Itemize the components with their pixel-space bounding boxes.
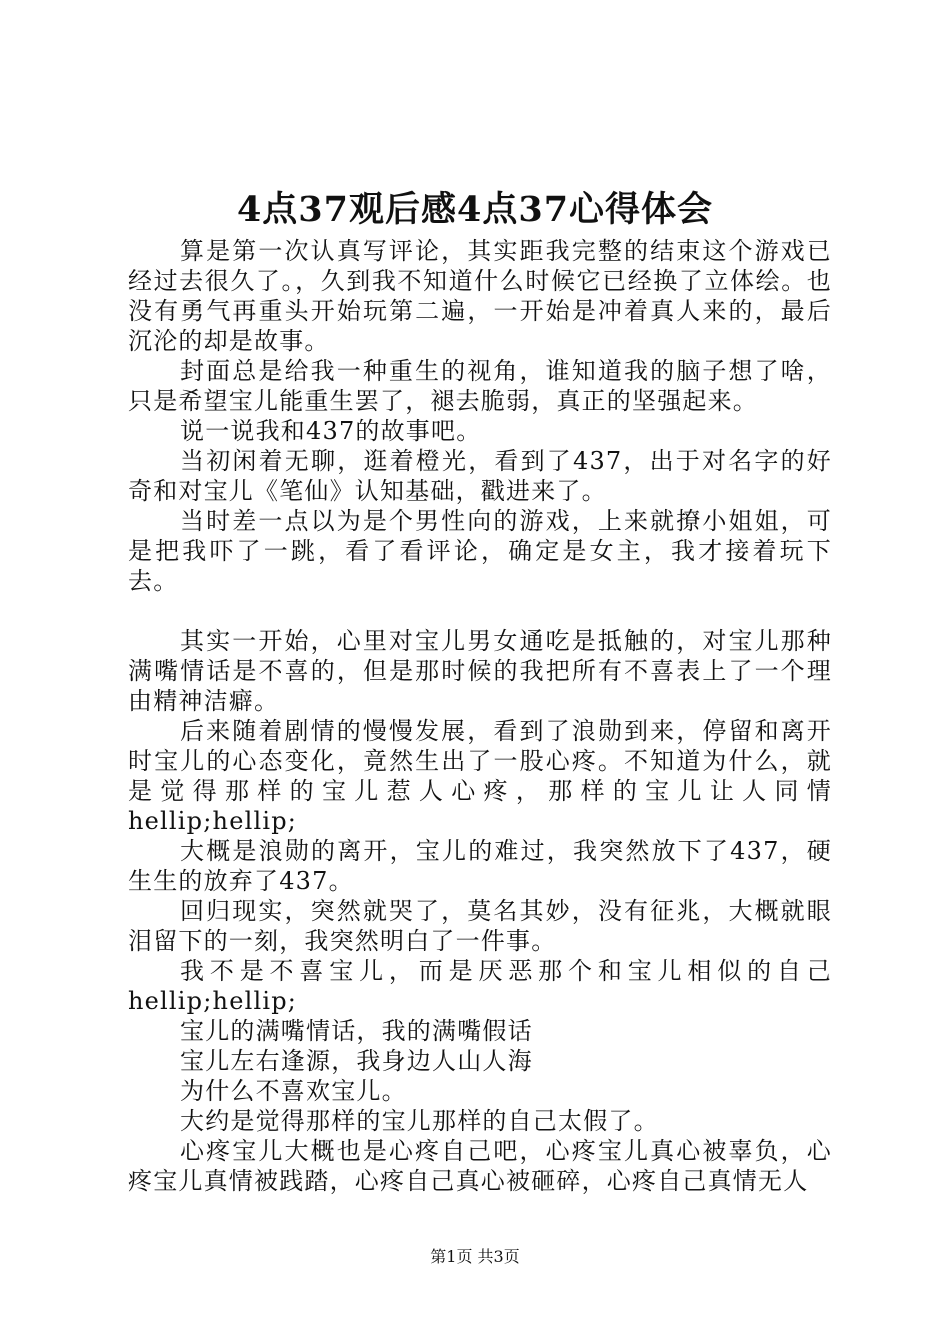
paragraph: 心疼宝儿大概也是心疼自己吧，心疼宝儿真心被辜负，心疼宝儿真情被践踏，心疼自己真心被砸碎，心疼自己真情无人 bbox=[128, 1137, 832, 1195]
paragraph: 大约是觉得那样的宝儿那样的自己太假了。 bbox=[180, 1107, 659, 1135]
paragraph: 算是第一次认真写评论，其实距我完整的结束这个游戏已经过去很久了。，久到我不知道什么时候它已经换了立体绘。也没有勇气再重头开始玩第二遍，一开始是冲着真人来的，最后沉沦的却是故事。 bbox=[128, 237, 832, 355]
paragraph: 宝儿左右逢源，我身边人山人海 bbox=[180, 1047, 533, 1075]
document-body bbox=[128, 236, 832, 1196]
paragraph: 宝儿的满嘴情话，我的满嘴假话 bbox=[180, 1017, 533, 1045]
paragraph: 为什么不喜欢宝儿。 bbox=[180, 1077, 407, 1105]
paragraph: 我不是不喜宝儿，而是厌恶那个和宝儿相似的自己hellip;hellip; bbox=[128, 957, 832, 1015]
paragraph: 大概是浪勋的离开，宝儿的难过，我突然放下了437，硬生生的放弃了437。 bbox=[128, 837, 832, 895]
document-title: 4点37观后感4点37心得体会 bbox=[236, 189, 714, 230]
paragraph: 回归现实，突然就哭了，莫名其妙，没有征兆，大概就眼泪留下的一刻，我突然明白了一件事。 bbox=[128, 897, 832, 955]
paragraph: 封面总是给我一种重生的视角，谁知道我的脑子想了啥，只是希望宝儿能重生罢了，褪去脆弱，真正的坚强起来。 bbox=[128, 357, 832, 415]
paragraph: 当初闲着无聊，逛着橙光，看到了437，出于对名字的好奇和对宝儿《笔仙》认知基础，戳进来了。 bbox=[128, 447, 832, 505]
paragraph: 当时差一点以为是个男性向的游戏，上来就撩小姐姐，可是把我吓了一跳，看了看评论，确定是女主，我才接着玩下去。 bbox=[128, 507, 832, 595]
page-number-footer: 第1页 共3页 bbox=[430, 1247, 520, 1266]
paragraph: 后来随着剧情的慢慢发展，看到了浪勋到来，停留和离开时宝儿的心态变化，竟然生出了一股心疼。不知道为什么，就是觉得那样的宝儿惹人心疼，那样的宝儿让人同情hellip;hellip; bbox=[128, 717, 832, 835]
paragraph: 说一说我和437的故事吧。 bbox=[180, 417, 482, 445]
paragraph: 其实一开始，心里对宝儿男女通吃是抵触的，对宝儿那种满嘴情话是不喜的，但是那时候的我把所有不喜表上了一个理由精神洁癖。 bbox=[128, 627, 832, 715]
